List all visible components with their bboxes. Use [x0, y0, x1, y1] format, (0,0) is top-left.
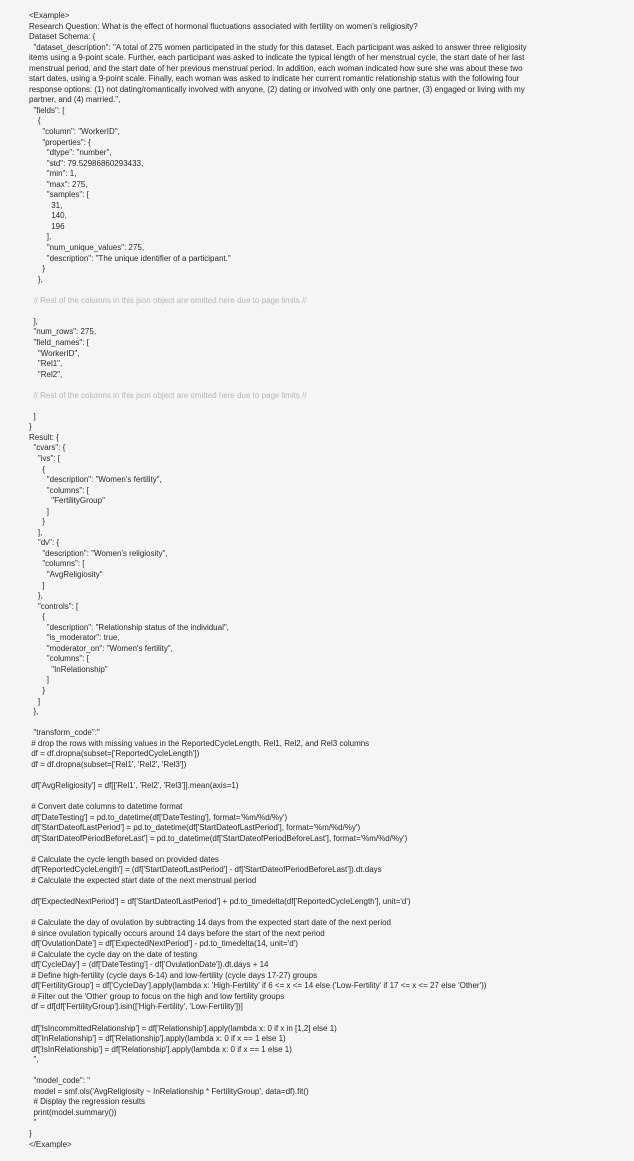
text-line: "description": "Women's religiosity",	[29, 548, 168, 558]
text-line: "AvgReligiosity"	[29, 569, 103, 579]
omitted-columns-comment-line: // Rest of the columns in this json object are omitted here due to page limits //	[29, 390, 307, 400]
text-line: "cvars": {	[29, 443, 66, 453]
text-line: "description": "The unique identifier of a participant."	[29, 253, 231, 263]
text-line: ],	[29, 527, 43, 537]
text-line: Result: {	[29, 432, 59, 442]
text-line	[29, 1066, 628, 1077]
text-line: # Display the regression results	[29, 1097, 146, 1107]
text-line: "description": "Women's fertility",	[29, 475, 162, 485]
text-line: df['IsIncommittedRelationship'] = df['Relationship'].apply(lambda x: 0 if x in [1,2] else 1)	[29, 1023, 337, 1033]
text-line	[29, 886, 628, 897]
text-line: }	[29, 517, 46, 527]
text-line: # Define high-fertility (cycle days 6-14) and low-fertility (cycle days 17-27) groups	[29, 970, 318, 980]
text-line: "model_code": "	[29, 1076, 90, 1086]
text-line	[29, 907, 628, 918]
text-line: "min": 1,	[29, 169, 77, 179]
text-line: "description": "Relationship status of the individual",	[29, 622, 229, 632]
text-line: }	[29, 1128, 32, 1138]
text-line: "InRelationship"	[29, 664, 108, 674]
text-line: "field_names": [	[29, 337, 89, 347]
text-line: "std": 79.52986860293433,	[29, 158, 144, 168]
text-line	[29, 306, 628, 317]
text-line: # Calculate the cycle length based on provided dates	[29, 854, 219, 864]
text-line: response options: (1) not dating/romantically involved with anyone, (2) dating or involved with only one partner, (3) engaged or living with my	[29, 84, 525, 94]
text-line: df['StartDateofPeriodBeforeLast'] = pd.to_datetime(df['StartDateofPeriodBeforeLast'], format='%m/%d/%y')	[29, 833, 408, 843]
text-line: {	[29, 116, 41, 126]
text-line: Research Question: What is the effect of hormonal fluctuations associated with fertility on women's religiosity?	[29, 21, 418, 31]
text-line: "columns": [	[29, 485, 89, 495]
text-line	[29, 718, 628, 729]
text-line	[29, 791, 628, 802]
text-line: "num_unique_values": 275,	[29, 243, 145, 253]
text-line: "transform_code":"	[29, 728, 100, 738]
text-line: # Convert date columns to datetime format	[29, 802, 183, 812]
text-line: ",	[29, 1055, 39, 1065]
text-line: df['DateTesting'] = pd.to_datetime(df['DateTesting'], format='%m/%d/%y')	[29, 812, 288, 822]
text-line: {	[29, 612, 46, 622]
text-line: "columns": [	[29, 559, 85, 569]
text-line: },	[29, 707, 39, 717]
text-line: },	[29, 591, 43, 601]
text-line: 140,	[29, 211, 67, 221]
text-line: # drop the rows with missing values in the ReportedCycleLength, Rel1, Rel2, and Rel3 columns	[29, 738, 370, 748]
text-line: df['ReportedCycleLength'] = (df['StartDateofLastPeriod'] - df['StartDateofPeriodBeforeLast']).dt.days	[29, 865, 382, 875]
text-line: ]	[29, 675, 50, 685]
text-line	[29, 285, 628, 296]
text-line: {	[29, 464, 46, 474]
text-line: "ivs": [	[29, 453, 61, 463]
text-line: },	[29, 274, 43, 284]
text-line: }	[29, 264, 46, 274]
text-line	[29, 380, 628, 391]
text-line: "controls": [	[29, 601, 79, 611]
text-line: "max": 275,	[29, 179, 88, 189]
text-line: "samples": [	[29, 190, 89, 200]
text-line: ]	[29, 696, 41, 706]
text-line: partner, and (4) married.",	[29, 95, 121, 105]
text-line: # Calculate the expected start date of the next menstrual period	[29, 875, 257, 885]
text-line: df['CycleDay'] = (df['DateTesting'] - df['OvulationDate']).dt.days + 14	[29, 960, 269, 970]
text-line: items using a 9-point scale. Further, each participant was asked to indicate the typical length of her menstrual cycle, the start date of her last	[29, 53, 525, 63]
text-line: "dataset_description": "A total of 275 women participated in the study for this dataset. Each participant was asked to answer three religiosity	[29, 42, 527, 52]
text-line: df['ExpectedNextPeriod'] = df['StartDateofLastPeriod'] + pd.to_timedelta(df['ReportedCycleLength'], unit='d')	[29, 896, 411, 906]
text-line: Dataset Schema: {	[29, 32, 96, 42]
text-line: df['AvgReligiosity'] = df[['Rel1', 'Rel2', 'Rel3']].mean(axis=1)	[29, 780, 239, 790]
text-line: }	[29, 422, 32, 432]
text-line: df = df.dropna(subset=['ReportedCycleLength'])	[29, 749, 200, 759]
text-line: df['FertilityGroup'] = df['CycleDay'].apply(lambda x: 'High-Fertility' if 6 <= x <= 14 else ('Low-Fertility' if 17 <= x <= 27 else 'Other'))	[29, 981, 487, 991]
text-line: "Rel2",	[29, 369, 63, 379]
text-line: df['OvulationDate'] = df['ExpectedNextPeriod'] - pd.to_timedelta(14, unit='d')	[29, 939, 298, 949]
text-line: "	[29, 1118, 37, 1128]
text-line: df['StartDateofLastPeriod'] = pd.to_datetime(df['StartDateofLastPeriod'], format='%m/%d/%y')	[29, 823, 361, 833]
text-line: "column": "WorkerID",	[29, 127, 120, 137]
text-line: "FertilityGroup"	[29, 496, 105, 506]
text-line: # Calculate the day of ovulation by subtracting 14 days from the expected start date of the next period	[29, 918, 391, 928]
text-line: "num_rows": 275,	[29, 327, 97, 337]
text-line: # since ovulation typically occurs around 14 days before the start of the next period	[29, 928, 325, 938]
text-line	[29, 401, 628, 412]
text-line: model = smf.ols('AvgReligiosity ~ InRelationship * FertilityGroup', data=df).fit()	[29, 1086, 309, 1096]
text-line: ],	[29, 316, 38, 326]
text-line: print(model.summary())	[29, 1107, 117, 1117]
text-line	[29, 1013, 628, 1024]
text-line: ]	[29, 506, 50, 516]
text-line: "Rel1",	[29, 359, 63, 369]
text-line: "properties": {	[29, 137, 91, 147]
text-line: menstrual period, and the start date of her previous menstrual period. In addition, each woman indicated how sure she was about these two	[29, 63, 523, 73]
text-line: 31,	[29, 200, 63, 210]
text-line: # Calculate the cycle day on the date of testing	[29, 949, 198, 959]
text-line: "WorkerID",	[29, 348, 80, 358]
text-line	[29, 844, 628, 855]
text-line: # Filter out the 'Other' group to focus on the high and low fertility groups	[29, 991, 285, 1001]
text-line: start dates, using a 9-point scale. Finally, each woman was asked to indicate her current romantic relationship status with the following four	[29, 74, 520, 84]
text-line: ]	[29, 580, 45, 590]
omitted-columns-comment-line: // Rest of the columns in this json object are omitted here due to page limits //	[29, 295, 307, 305]
text-line: "is_moderator": true,	[29, 633, 120, 643]
text-line: "dtype": "number",	[29, 148, 112, 158]
text-line	[29, 770, 628, 781]
text-line: "moderator_on": "Women's fertility",	[29, 643, 173, 653]
text-line: df = df.dropna(subset=['Rel1', 'Rel2', 'Rel3'])	[29, 759, 187, 769]
document-body	[29, 11, 628, 1150]
text-line: 196	[29, 221, 65, 231]
text-line: }	[29, 686, 46, 695]
text-line: "columns": [	[29, 654, 89, 664]
text-line: "dv": {	[29, 538, 60, 548]
text-line: <Example>	[29, 11, 70, 20]
text-line: df['IsInRelationship'] = df['Relationship'].apply(lambda x: 0 if x == 1 else 1)	[29, 1044, 292, 1054]
text-line: df = df[df['FertilityGroup'].isin(['High-Fertility', 'Low-Fertility'])]	[29, 1002, 243, 1012]
text-line: df['InRelationship'] = df['Relationship'].apply(lambda x: 0 if x == 1 else 1)	[29, 1034, 286, 1044]
text-line: "fields": [	[29, 105, 65, 115]
text-line: ]	[29, 411, 36, 421]
text-line: </Example>	[29, 1139, 72, 1149]
text-line: ],	[29, 232, 52, 242]
